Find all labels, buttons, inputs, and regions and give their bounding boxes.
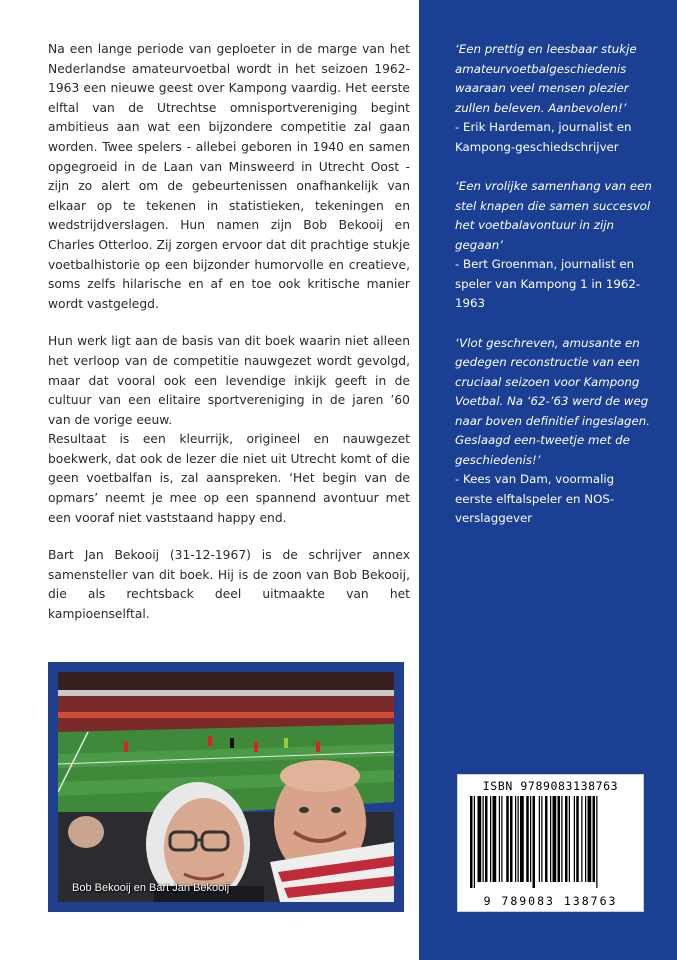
paragraph-work: Hun werk ligt aan de basis van dit boek waarin niet alleen het verloop van de competitie nauwgezet wordt gevolgd, maar dat vooral ook een levendige inkijk geeft in de cultuur van een elitaire sportvereniging in de jaren ’60 van de vorige eeuw. [48, 334, 410, 427]
barcode-bar [470, 796, 473, 888]
quote-author: - Kees van Dam, voormalig eerste elftalspeler en NOS-verslaggever [455, 472, 615, 525]
barcode-bar [550, 796, 551, 882]
paragraph-intro: Na een lange periode van geploeter in de marge van het Nederlandse amateurvoetbal wordt in het seizoen 1962-1963 een nieuwe geest over Kampong vaardig. Het eerste elftal van de Utrechtse omnisportvereniging begint ambitieus aan wat een bijzondere competitie zal gaan worden. Twee spelers - allebei geboren in 1940 en samen opgegroeid in de Laan van Minsweerd in Utrecht Oost - zijn zo alert om de gebeurtenissen onafhankelijk van elkaar op te tekenen in statistieken, tekeningen en wedstrijdverslagen. Hun namen zijn Bob Bekooij en Charles Otterloo. Zij zorgen ervoor dat dit prachtige stukje voetbalhistorie op een bijzonder humorvolle en creatieve, soms zelfs hilarische en af en toe ook kritische manier wordt vastgelegd. [48, 42, 410, 311]
stadium-selfie-image [58, 672, 394, 902]
barcode-bar [490, 796, 491, 882]
isbn-label: ISBN 9789083138763 [482, 779, 619, 793]
quote-hardeman [455, 40, 655, 157]
barcode-bar [588, 796, 592, 882]
barcode-bar [518, 796, 519, 882]
barcode-bar [558, 796, 561, 882]
barcode-bar [545, 796, 548, 882]
ean-digits: 9 789083 138763 [483, 894, 618, 908]
barcode-bar [576, 796, 579, 882]
quote-author: - Bert Groenman, journalist en speler van Kampong 1 in 1962-1963 [455, 257, 641, 310]
isbn-barcode [457, 774, 644, 912]
blue-side-panel [419, 0, 677, 960]
quote-text: ‘Een prettig en leesbaar stukje amateurvoetbalgeschiedenis waaraan veel mensen plezier zullen beleven. Aanbevolen!’ [455, 42, 637, 115]
review-quotes [455, 40, 655, 549]
author-photo [58, 672, 394, 902]
barcode-bar [596, 796, 597, 888]
back-cover-text [48, 40, 410, 643]
barcode-bar [474, 796, 475, 888]
paragraph-author: Bart Jan Bekooij (31-12-1967) is de schrijver annex samensteller van dit boek. Hij is de zoon van Bob Bekooij, die als rechtsback deel uitmaakte van het kampioenselftal. [48, 548, 410, 622]
barcode-bar [530, 796, 531, 882]
barcode-bar [593, 796, 596, 882]
author-photo-frame [48, 662, 404, 912]
barcode-bar [526, 796, 529, 882]
barcode-bar [506, 796, 509, 882]
barcode-bar [483, 796, 484, 882]
barcode-bars [468, 796, 633, 888]
barcode-bar [501, 796, 502, 882]
barcode-bar [499, 796, 500, 882]
barcode-bar [581, 796, 582, 882]
barcode-bar [515, 796, 516, 882]
photo-caption: Bob Bekooij en Bart Jan Bekooij [72, 882, 230, 894]
quote-text: ‘Een vrolijke samenhang van een stel knapen die samen succesvol het voetbalavontuur in zijn gegaan’ [455, 179, 652, 252]
barcode-bar [485, 796, 488, 882]
barcode-bar [493, 796, 497, 882]
barcode-bar [541, 796, 542, 882]
barcode-bar [561, 796, 562, 882]
barcode-bar [574, 796, 575, 882]
barcode-bar [520, 796, 524, 882]
quote-text: ‘Vlot geschreven, amusante en gedegen reconstructie van een cruciaal seizoen voor Kampong Voetbal. Na ‘62-’63 werd de weg naar boven definitief ingeslagen. Geslaagd een-tweetje met de geschiedenis!’ [455, 335, 651, 467]
barcode-bar [585, 796, 586, 882]
barcode-bar [569, 796, 570, 882]
quote-groenman [455, 177, 655, 314]
quote-author: - Erik Hardeman, journalist en Kampong-geschiedschrijver [455, 120, 632, 154]
barcode-bar [553, 796, 557, 882]
barcode-bar [510, 796, 513, 882]
paragraph-result: Resultaat is een kleurrijk, origineel en nauwgezet boekwerk, dat ook de lezer die niet uit Utrecht komt of die geen voetbalfan is, zal aanspreken. ‘Het begin van de opmars’ neemt je mee op een spannend avontuur met een vooraf niet vaststaand happy end. [48, 432, 410, 525]
barcode-bar [565, 796, 568, 882]
barcode-bar [533, 796, 536, 888]
quote-van-dam [455, 334, 655, 529]
barcode-bar [539, 796, 540, 882]
barcode-bar [478, 796, 482, 882]
